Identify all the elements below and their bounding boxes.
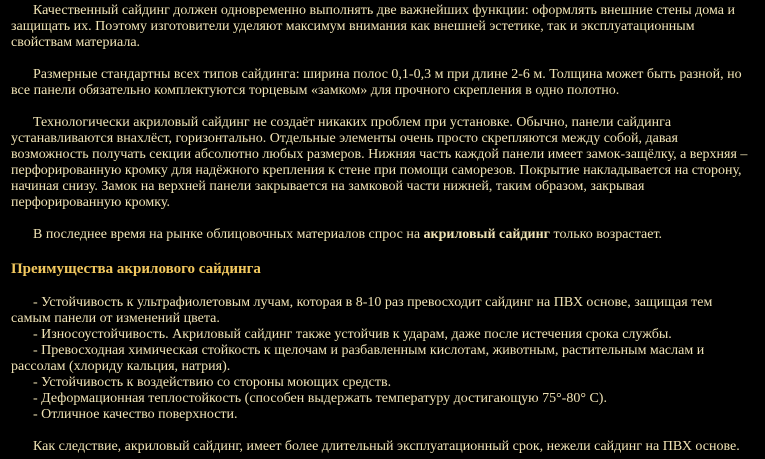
advantages-list <box>11 295 755 423</box>
installation-paragraph: Технологически акриловый сайдинг не создаёт никаких проблем при установке. Обычно, панели сайдинга устанавливаются внахлёст, горизонтально. Отдельные элементы очень просто скрепляются между собой, давая возможность получать секции абсолютно любых размеров. Нижняя часть каждой панели имеет замок-защёлку, а верхняя – перфорированную кромку для надёжного крепления к стене при помощи саморезов. Покрытие накладывается на сторону, начиная снизу. Замок на верхней панели закрывается на замковой части нижней, таким образом, закрывая перфорированную кромку. <box>11 115 748 210</box>
dimensions-paragraph: Размерные стандартны всех типов сайдинга: ширина полос 0,1-0,3 м при длине 2-6 м. Толщина может быть разной, но все панели обязательно комплектуются торцевым «замком» для прочного скрепления в одно полотно. <box>11 67 742 98</box>
advantage-item: - Устойчивость к ультрафиолетовым лучам, которая в 8-10 раз превосходит сайдинг на ПВХ основе, защищая тем самым панели от изменений цвета. <box>11 295 713 326</box>
advantage-item: - Отличное качество поверхности. <box>33 407 238 422</box>
demand-text-before: В последнее время на рынке облицовочных материалов спрос на <box>33 227 424 242</box>
advantage-item: - Износоустойчивость. Акриловый сайдинг также устойчив к ударам, даже после истечения срока службы. <box>33 327 672 342</box>
demand-bold-term: акриловый сайдинг <box>423 227 551 242</box>
advantage-item: - Устойчивость к воздействию со стороны моющих средств. <box>33 375 392 390</box>
advantage-item: - Превосходная химическая стойкость к щелочам и разбавленным кислотам, животным, растительным маслам и рассолам (хлориду кальция, натрия). <box>11 343 705 374</box>
demand-text-after: только возрастает. <box>550 227 663 242</box>
conclusion-paragraph: Как следствие, акриловый сайдинг, имеет более длительный эксплуатационный срок, нежели сайдинг на ПВХ основе. <box>33 439 740 454</box>
demand-paragraph <box>11 227 755 243</box>
advantage-item: - Деформационная теплостойкость (способен выдержать температуру достигающую 75°-80° С). <box>33 391 607 406</box>
intro-paragraph: Качественный сайдинг должен одновременно выполнять две важнейших функции: оформлять внешние стены дома и защищать их. Поэтому изготовители уделяют максимум внимания как внешней эстетике, так и эксплуатационным свойствам материала. <box>11 3 736 50</box>
advantages-heading: Преимущества акрилового сайдинга <box>11 261 261 277</box>
